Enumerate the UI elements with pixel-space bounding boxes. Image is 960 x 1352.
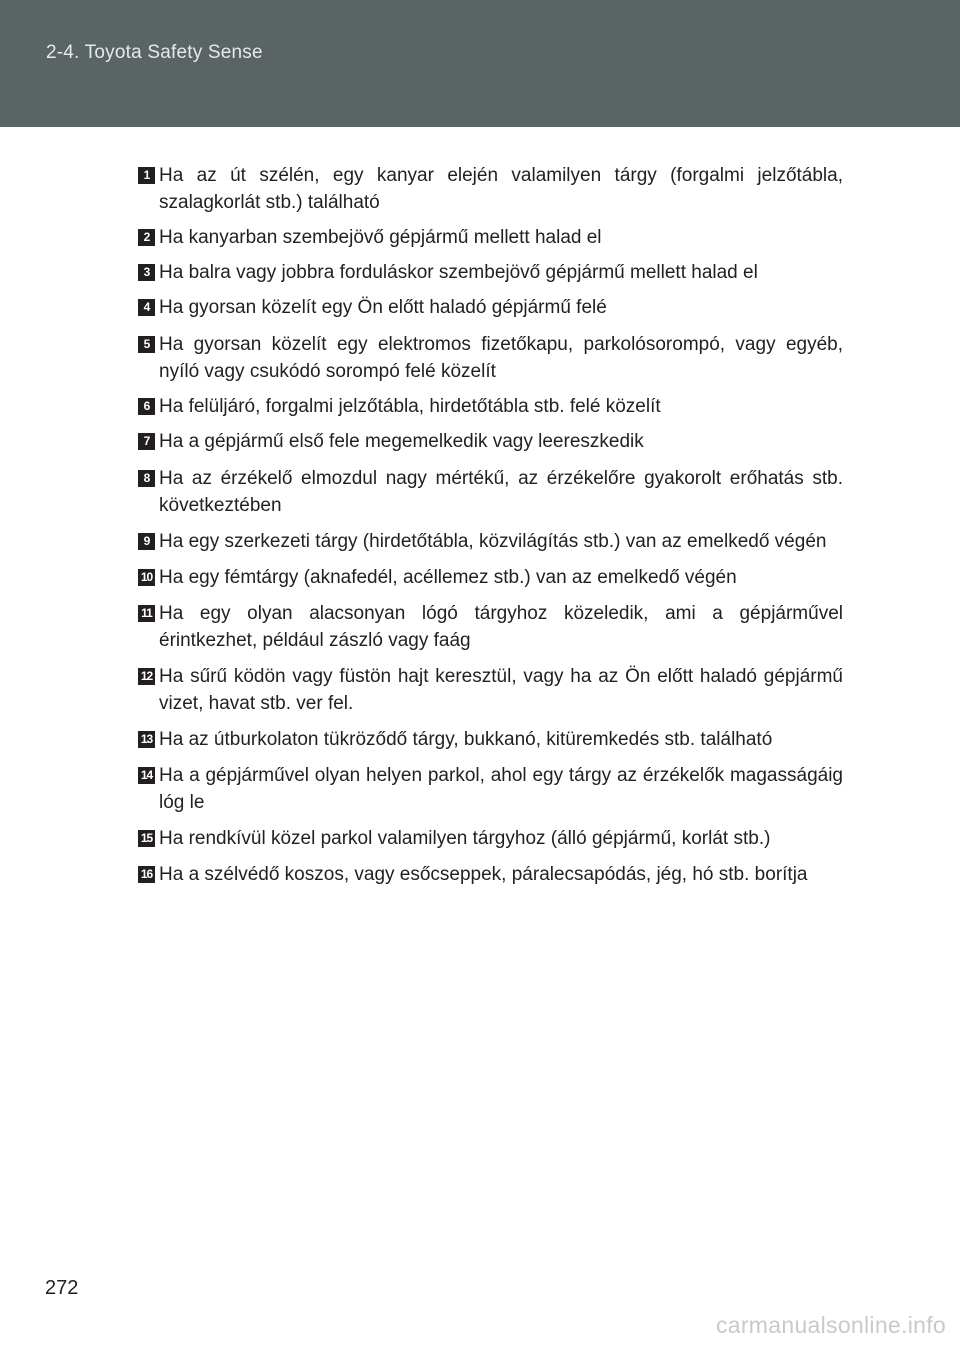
header-band <box>0 0 960 127</box>
item-number-badge: 16 <box>138 866 155 883</box>
list-item <box>138 259 843 286</box>
item-text: Ha balra vagy jobbra forduláskor szembejövő gépjármű mellett halad el <box>159 262 758 283</box>
section-title: 2-4. Toyota Safety Sense <box>46 42 263 63</box>
item-number-badge: 7 <box>138 433 155 450</box>
list-item <box>138 162 843 216</box>
item-text: Ha kanyarban szembejövő gépjármű mellett halad el <box>159 227 602 248</box>
item-number-badge: 1 <box>138 167 155 184</box>
item-number-badge: 13 <box>138 731 155 748</box>
item-text: Ha rendkívül közel parkol valamilyen tárgyhoz (álló gépjármű, korlát stb.) <box>159 828 771 849</box>
item-text: Ha az útburkolaton tükröződő tárgy, bukkanó, kitüremkedés stb. található <box>159 729 773 750</box>
item-number-badge: 4 <box>138 299 155 316</box>
item-text: Ha gyorsan közelít egy Ön előtt haladó gépjármű felé <box>159 297 607 318</box>
item-text: Ha egy fémtárgy (aknafedél, acéllemez stb.) van az emelkedő végén <box>159 567 737 588</box>
item-text: Ha az érzékelő elmozdul nagy mértékű, az érzékelőre gyakorolt erőhatás stb. következtében <box>159 468 843 516</box>
watermark: carmanualsonline.info <box>715 1312 946 1338</box>
item-text: Ha sűrű ködön vagy füstön hajt keresztül, vagy ha az Ön előtt haladó gépjármű vizet, havat stb. ver fel. <box>159 666 843 714</box>
item-number-badge: 2 <box>138 229 155 246</box>
item-text: Ha az út szélén, egy kanyar elején valamilyen tárgy (forgalmi jelzőtábla, szalagkorlát stb.) található <box>159 165 843 213</box>
item-number-badge: 12 <box>138 668 155 685</box>
item-number-badge: 10 <box>138 569 155 586</box>
item-number-badge: 8 <box>138 470 155 487</box>
item-number-badge: 5 <box>138 336 155 353</box>
list-item <box>138 825 843 852</box>
list-item <box>138 224 843 251</box>
list-item <box>138 663 843 717</box>
item-text: Ha gyorsan közelít egy elektromos fizetőkapu, parkolósorompó, vagy egyéb, nyíló vagy csukódó sorompó felé közelít <box>159 334 843 382</box>
list-item <box>138 393 843 420</box>
item-number-badge: 14 <box>138 767 155 784</box>
item-text: Ha a gépjárművel olyan helyen parkol, ahol egy tárgy az érzékelők magasságáig lóg le <box>159 765 843 813</box>
item-text: Ha egy szerkezeti tárgy (hirdetőtábla, közvilágítás stb.) van az emelkedő végén <box>159 531 827 552</box>
item-text: Ha egy olyan alacsonyan lógó tárgyhoz közeledik, ami a gépjárművel érintkezhet, például zászló vagy faág <box>159 603 843 651</box>
list-item <box>138 331 843 385</box>
item-number-badge: 9 <box>138 533 155 550</box>
list-item <box>138 564 843 591</box>
item-text: Ha felüljáró, forgalmi jelzőtábla, hirdetőtábla stb. felé közelít <box>159 396 661 417</box>
list-item <box>138 465 843 519</box>
list-item <box>138 726 843 753</box>
item-text: Ha a gépjármű első fele megemelkedik vagy leereszkedik <box>159 431 644 452</box>
item-number-badge: 6 <box>138 398 155 415</box>
item-number-badge: 11 <box>138 605 155 622</box>
page-number: 272 <box>45 1277 79 1299</box>
condition-list <box>138 162 843 888</box>
item-number-badge: 15 <box>138 830 155 847</box>
list-item <box>138 428 843 455</box>
list-item <box>138 762 843 816</box>
list-item <box>138 861 843 888</box>
list-item <box>138 600 843 654</box>
list-item <box>138 294 843 321</box>
item-text: Ha a szélvédő koszos, vagy esőcseppek, páralecsapódás, jég, hó stb. borítja <box>159 864 808 885</box>
item-number-badge: 3 <box>138 264 155 281</box>
list-item <box>138 528 843 555</box>
